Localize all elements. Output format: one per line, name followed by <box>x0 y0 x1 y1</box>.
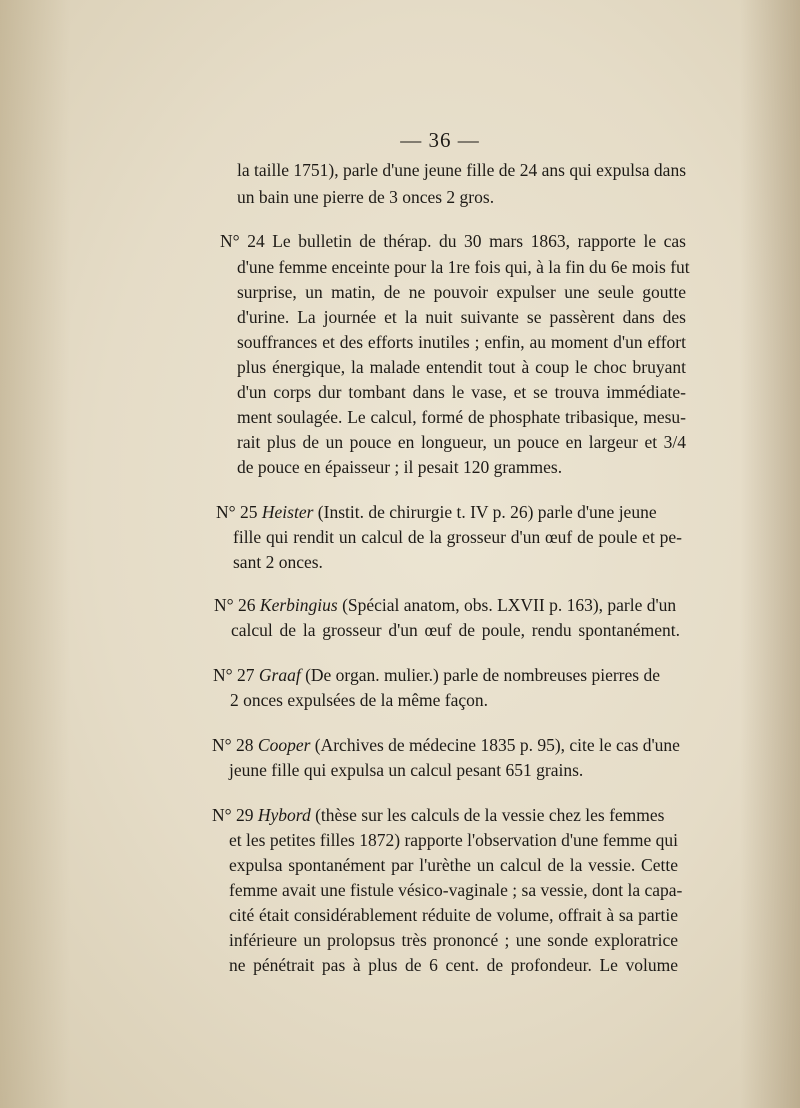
text-line: jeune fille qui expulsa un calcul pesant 651 grains. <box>229 760 584 780</box>
text-line: femme avait une fistule vésico-vaginale ; sa vessie, dont la capa- <box>229 880 683 900</box>
text-line: la taille 1751), parle d'une jeune fille de 24 ans qui expulsa dans <box>237 160 686 180</box>
author-name: Heister <box>261 502 314 522</box>
entry-text: (Spécial anatom, obs. LXVII p. 163), parle d'un <box>342 595 677 615</box>
text-line: 2 onces expulsées de la même façon. <box>230 690 489 710</box>
author-name: Graaf <box>258 665 301 685</box>
text-line: N° 24 Le bulletin de thérap. du 30 mars 1863, rapporte le cas <box>220 231 686 251</box>
text-line: calcul de la grosseur d'un œuf de poule, rendu spontanément. <box>231 620 680 640</box>
text-line: sant 2 onces. <box>233 552 323 572</box>
text-line: souffrances et des efforts inutiles ; enfin, au moment d'un effort <box>237 332 686 352</box>
text-line: fille qui rendit un calcul de la grosseur d'un œuf de poule et pe- <box>233 527 682 547</box>
text-line: et les petites filles 1872) rapporte l'observation d'une femme qui <box>229 830 679 850</box>
text-line <box>212 735 680 755</box>
text-line <box>214 595 676 615</box>
text-line <box>216 502 657 522</box>
entry-number: N° 28 <box>212 735 254 755</box>
entry-text: (Instit. de chirurgie t. IV p. 26) parle d'une jeune <box>317 502 657 522</box>
text-line: d'une femme enceinte pour la 1re fois qui, à la fin du 6e mois fut <box>237 257 690 277</box>
author-name: Kerbingius <box>259 595 338 615</box>
text-line: plus énergique, la malade entendit tout à coup le choc bruyant <box>237 357 686 377</box>
entry-number: N° 27 <box>213 665 255 685</box>
entry-number: N° 26 <box>214 595 256 615</box>
text-line: inférieure un prolopsus très prononcé ; une sonde exploratrice <box>229 930 678 950</box>
entry-text: (thèse sur les calculs de la vessie chez les femmes <box>315 805 665 825</box>
entry-number: N° 29 <box>212 805 254 825</box>
text-line <box>213 665 660 685</box>
text-line: rait plus de un pouce en longueur, un pouce en largeur et 3/4 <box>237 432 686 452</box>
author-name: Cooper <box>257 735 311 755</box>
text-line: surprise, un matin, de ne pouvoir expulser une seule goutte <box>237 282 686 302</box>
page-number: — 36 — <box>400 128 480 152</box>
text-line: expulsa spontanément par l'urèthe un calcul de la vessie. Cette <box>229 855 678 875</box>
text-line: un bain une pierre de 3 onces 2 gros. <box>237 187 495 207</box>
text-line: ne pénétrait pas à plus de 6 cent. de profondeur. Le volume <box>229 955 678 975</box>
text-line: d'un corps dur tombant dans le vase, et se trouva immédiate- <box>237 382 686 402</box>
entry-text: (Archives de médecine 1835 p. 95), cite le cas d'une <box>314 735 680 755</box>
text-line: ment soulagée. Le calcul, formé de phosphate tribasique, mesu- <box>237 407 686 427</box>
text-line: cité était considérablement réduite de volume, offrait à sa partie <box>229 905 678 925</box>
text-line: de pouce en épaisseur ; il pesait 120 grammes. <box>237 457 563 477</box>
text-line: d'urine. La journée et la nuit suivante se passèrent dans des <box>237 307 686 327</box>
text-line <box>212 805 664 825</box>
author-name: Hybord <box>257 805 311 825</box>
entry-number: N° 25 <box>216 502 258 522</box>
entry-text: (De organ. mulier.) parle de nombreuses pierres de <box>305 665 660 685</box>
